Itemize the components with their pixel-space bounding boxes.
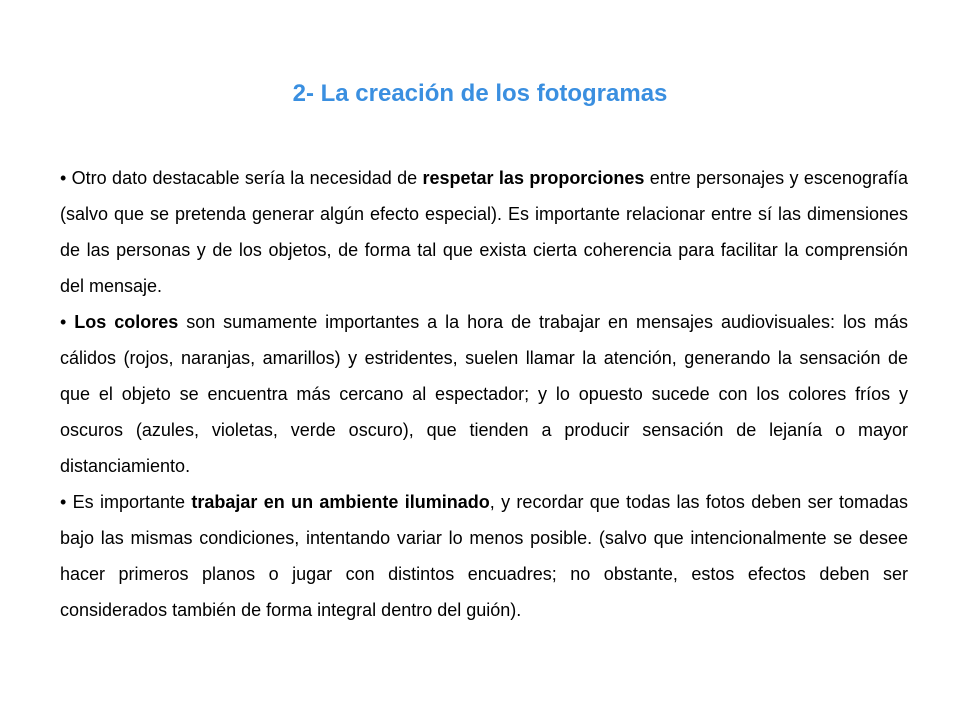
- paragraph-text: son sumamente importantes a la hora de trabajar en mensajes audiovisuales: los más cálidos (rojos, naranjas, amarillos) y estridentes, suelen llamar la atención, generando la sensación de que el objeto se encuentra más cercano al espectador; y lo opuesto sucede con los colores fríos y oscuros (azules, violetas, verde oscuro), que tienden a producir sensación de lejanía o mayor distanciamiento.: [60, 312, 908, 476]
- bullet-icon: •: [60, 312, 67, 332]
- paragraph-colores: [60, 304, 908, 484]
- paragraph-text: Otro dato destacable sería la necesidad de: [66, 168, 423, 188]
- paragraph-text: entre personajes y escenografía (salvo que se pretenda generar algún efecto especial). Es importante relacionar entre sí las dimensiones de las personas y de los objetos, de forma tal que exista cierta coherencia para facilitar la comprensión del mensaje.: [60, 168, 908, 296]
- bullet-icon: •: [60, 492, 67, 512]
- paragraph-iluminado: [60, 484, 908, 628]
- slide-body: [60, 160, 908, 628]
- paragraph-proporciones: [60, 160, 908, 304]
- paragraph-text: , y recordar que todas las fotos deben ser tomadas bajo las mismas condiciones, intentando variar lo menos posible. (salvo que intencionalmente se desee hacer primeros planos o jugar con distintos encuadres; no obstante, estos efectos deben ser considerados también de forma integral dentro del guión).: [60, 492, 908, 620]
- slide-title: 2- La creación de los fotogramas: [292, 80, 668, 107]
- paragraph-text: Es importante: [66, 492, 192, 512]
- paragraph-bold-text: Los colores: [74, 312, 179, 332]
- paragraph-bold-text: trabajar en un ambiente iluminado: [191, 492, 490, 512]
- bullet-icon: •: [60, 168, 67, 188]
- paragraph-bold-text: respetar las proporciones: [422, 168, 645, 188]
